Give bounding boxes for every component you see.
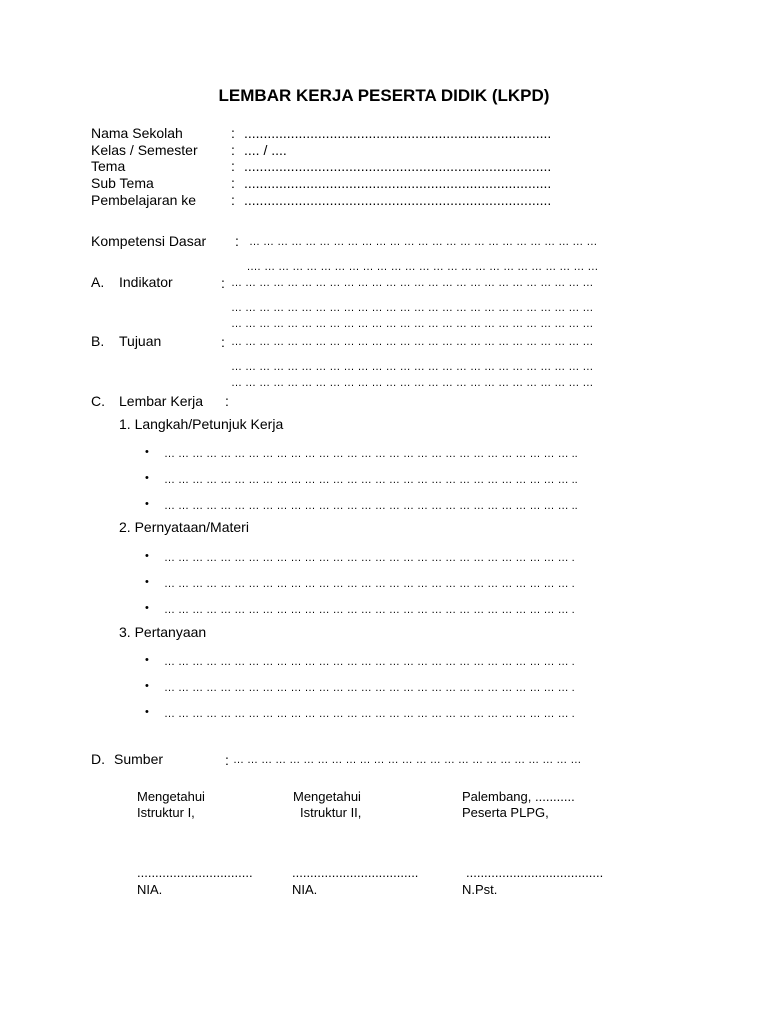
kompetensi-colon: : xyxy=(235,233,239,249)
kompetensi-label: Kompetensi Dasar xyxy=(91,233,207,249)
signature-3-place-date: Palembang, ........... xyxy=(462,789,575,804)
pertanyaan-item-3: … … … … … … … … … … … … … … … … … … … … … … … … … … … … … . xyxy=(164,708,575,720)
pernyataan-item-3: … … … … … … … … … … … … … … … … … … … … … … … … … … … … … . xyxy=(164,604,575,616)
signature-1-role: Istruktur I, xyxy=(137,805,195,820)
section-c-letter: C. xyxy=(91,393,105,409)
nama-sekolah-value: ............................................................................... xyxy=(244,125,552,141)
signature-1-id: NIA. xyxy=(137,882,163,897)
bullet-icon: • xyxy=(145,576,149,588)
sumber-line-1: … … … … … … … … … … … … … … … … … … … … … … … … … xyxy=(233,754,582,766)
langkah-item-1: … … … … … … … … … … … … … … … … … … … … … … … … … … … … … .. xyxy=(164,448,578,460)
pernyataan-heading: 2. Pernyataan/Materi xyxy=(119,519,249,535)
section-b-letter: B. xyxy=(91,333,105,349)
kelas-semester-colon: : xyxy=(231,142,235,158)
section-d-label: Sumber xyxy=(114,751,164,767)
kelas-semester-label: Kelas / Semester xyxy=(91,142,198,158)
pernyataan-item-1: … … … … … … … … … … … … … … … … … … … … … … … … … … … … … . xyxy=(164,552,575,564)
section-a-label: Indikator xyxy=(119,274,173,290)
pembelajaran-colon: : xyxy=(231,192,235,208)
tujuan-line-1: … … … … … … … … … … … … … … … … … … … … … … … … … … xyxy=(231,336,594,348)
signature-2-id: NIA. xyxy=(292,882,318,897)
section-b-label: Tujuan xyxy=(119,333,162,349)
kompetensi-line-1: … … … … … … … … … … … … … … … … … … … … … … … … … xyxy=(249,236,598,248)
bullet-icon: • xyxy=(145,446,149,458)
kelas-semester-value: .... / .... xyxy=(244,142,287,158)
bullet-icon: • xyxy=(145,498,149,510)
sub-tema-label: Sub Tema xyxy=(91,175,154,191)
signature-2-dots: ................................... xyxy=(292,865,419,880)
tujuan-line-3: … … … … … … … … … … … … … … … … … … … … … … … … … … xyxy=(231,377,594,389)
indikator-line-2: … … … … … … … … … … … … … … … … … … … … … … … … … … xyxy=(231,302,594,314)
bullet-icon: • xyxy=(145,654,149,666)
pembelajaran-value: ............................................................................... xyxy=(244,192,552,208)
sub-tema-value: ............................................................................... xyxy=(244,175,552,191)
signature-3-dots: ...................................... xyxy=(466,865,604,880)
pertanyaan-item-2: … … … … … … … … … … … … … … … … … … … … … … … … … … … … … . xyxy=(164,682,575,694)
tema-label: Tema xyxy=(91,158,126,174)
pernyataan-item-2: … … … … … … … … … … … … … … … … … … … … … … … … … … … … … . xyxy=(164,578,575,590)
section-d-letter: D. xyxy=(91,751,105,767)
bullet-icon: • xyxy=(145,680,149,692)
tujuan-line-2: … … … … … … … … … … … … … … … … … … … … … … … … … … xyxy=(231,361,594,373)
section-a-letter: A. xyxy=(91,274,105,290)
signature-3-role: Peserta PLPG, xyxy=(462,805,549,820)
signature-3-id: N.Pst. xyxy=(462,882,498,897)
bullet-icon: • xyxy=(145,472,149,484)
section-c-label: Lembar Kerja xyxy=(119,393,204,409)
signature-2-title: Mengetahui xyxy=(293,789,361,804)
indikator-line-1: … … … … … … … … … … … … … … … … … … … … … … … … … … xyxy=(231,277,594,289)
bullet-icon: • xyxy=(145,550,149,562)
section-d-colon: : xyxy=(225,752,229,768)
bullet-icon: • xyxy=(145,706,149,718)
nama-sekolah-label: Nama Sekolah xyxy=(91,125,183,141)
section-c-colon: : xyxy=(225,393,229,409)
pertanyaan-heading: 3. Pertanyaan xyxy=(119,624,207,640)
langkah-item-2: … … … … … … … … … … … … … … … … … … … … … … … … … … … … … .. xyxy=(164,474,578,486)
pertanyaan-item-1: … … … … … … … … … … … … … … … … … … … … … … … … … … … … … . xyxy=(164,656,575,668)
langkah-heading: 1. Langkah/Petunjuk Kerja xyxy=(119,416,284,432)
section-b-colon: : xyxy=(221,334,225,350)
pembelajaran-label: Pembelajaran ke xyxy=(91,192,197,208)
bullet-icon: • xyxy=(145,602,149,614)
kompetensi-line-2: .… … … … … … … … … … … … … … … … … … … … … … … … … xyxy=(247,261,599,273)
langkah-item-3: … … … … … … … … … … … … … … … … … … … … … … … … … … … … … .. xyxy=(164,500,578,512)
tema-colon: : xyxy=(231,158,235,174)
sub-tema-colon: : xyxy=(231,175,235,191)
indikator-line-3: … … … … … … … … … … … … … … … … … … … … … … … … … … xyxy=(231,318,594,330)
nama-sekolah-colon: : xyxy=(231,125,235,141)
page-title: LEMBAR KERJA PESERTA DIDIK (LKPD) xyxy=(218,86,550,105)
signature-1-title: Mengetahui xyxy=(137,789,205,804)
section-a-colon: : xyxy=(221,275,225,291)
signature-2-role: Istruktur II, xyxy=(300,805,362,820)
signature-1-dots: ................................ xyxy=(137,865,253,880)
tema-value: ............................................................................... xyxy=(244,158,552,174)
